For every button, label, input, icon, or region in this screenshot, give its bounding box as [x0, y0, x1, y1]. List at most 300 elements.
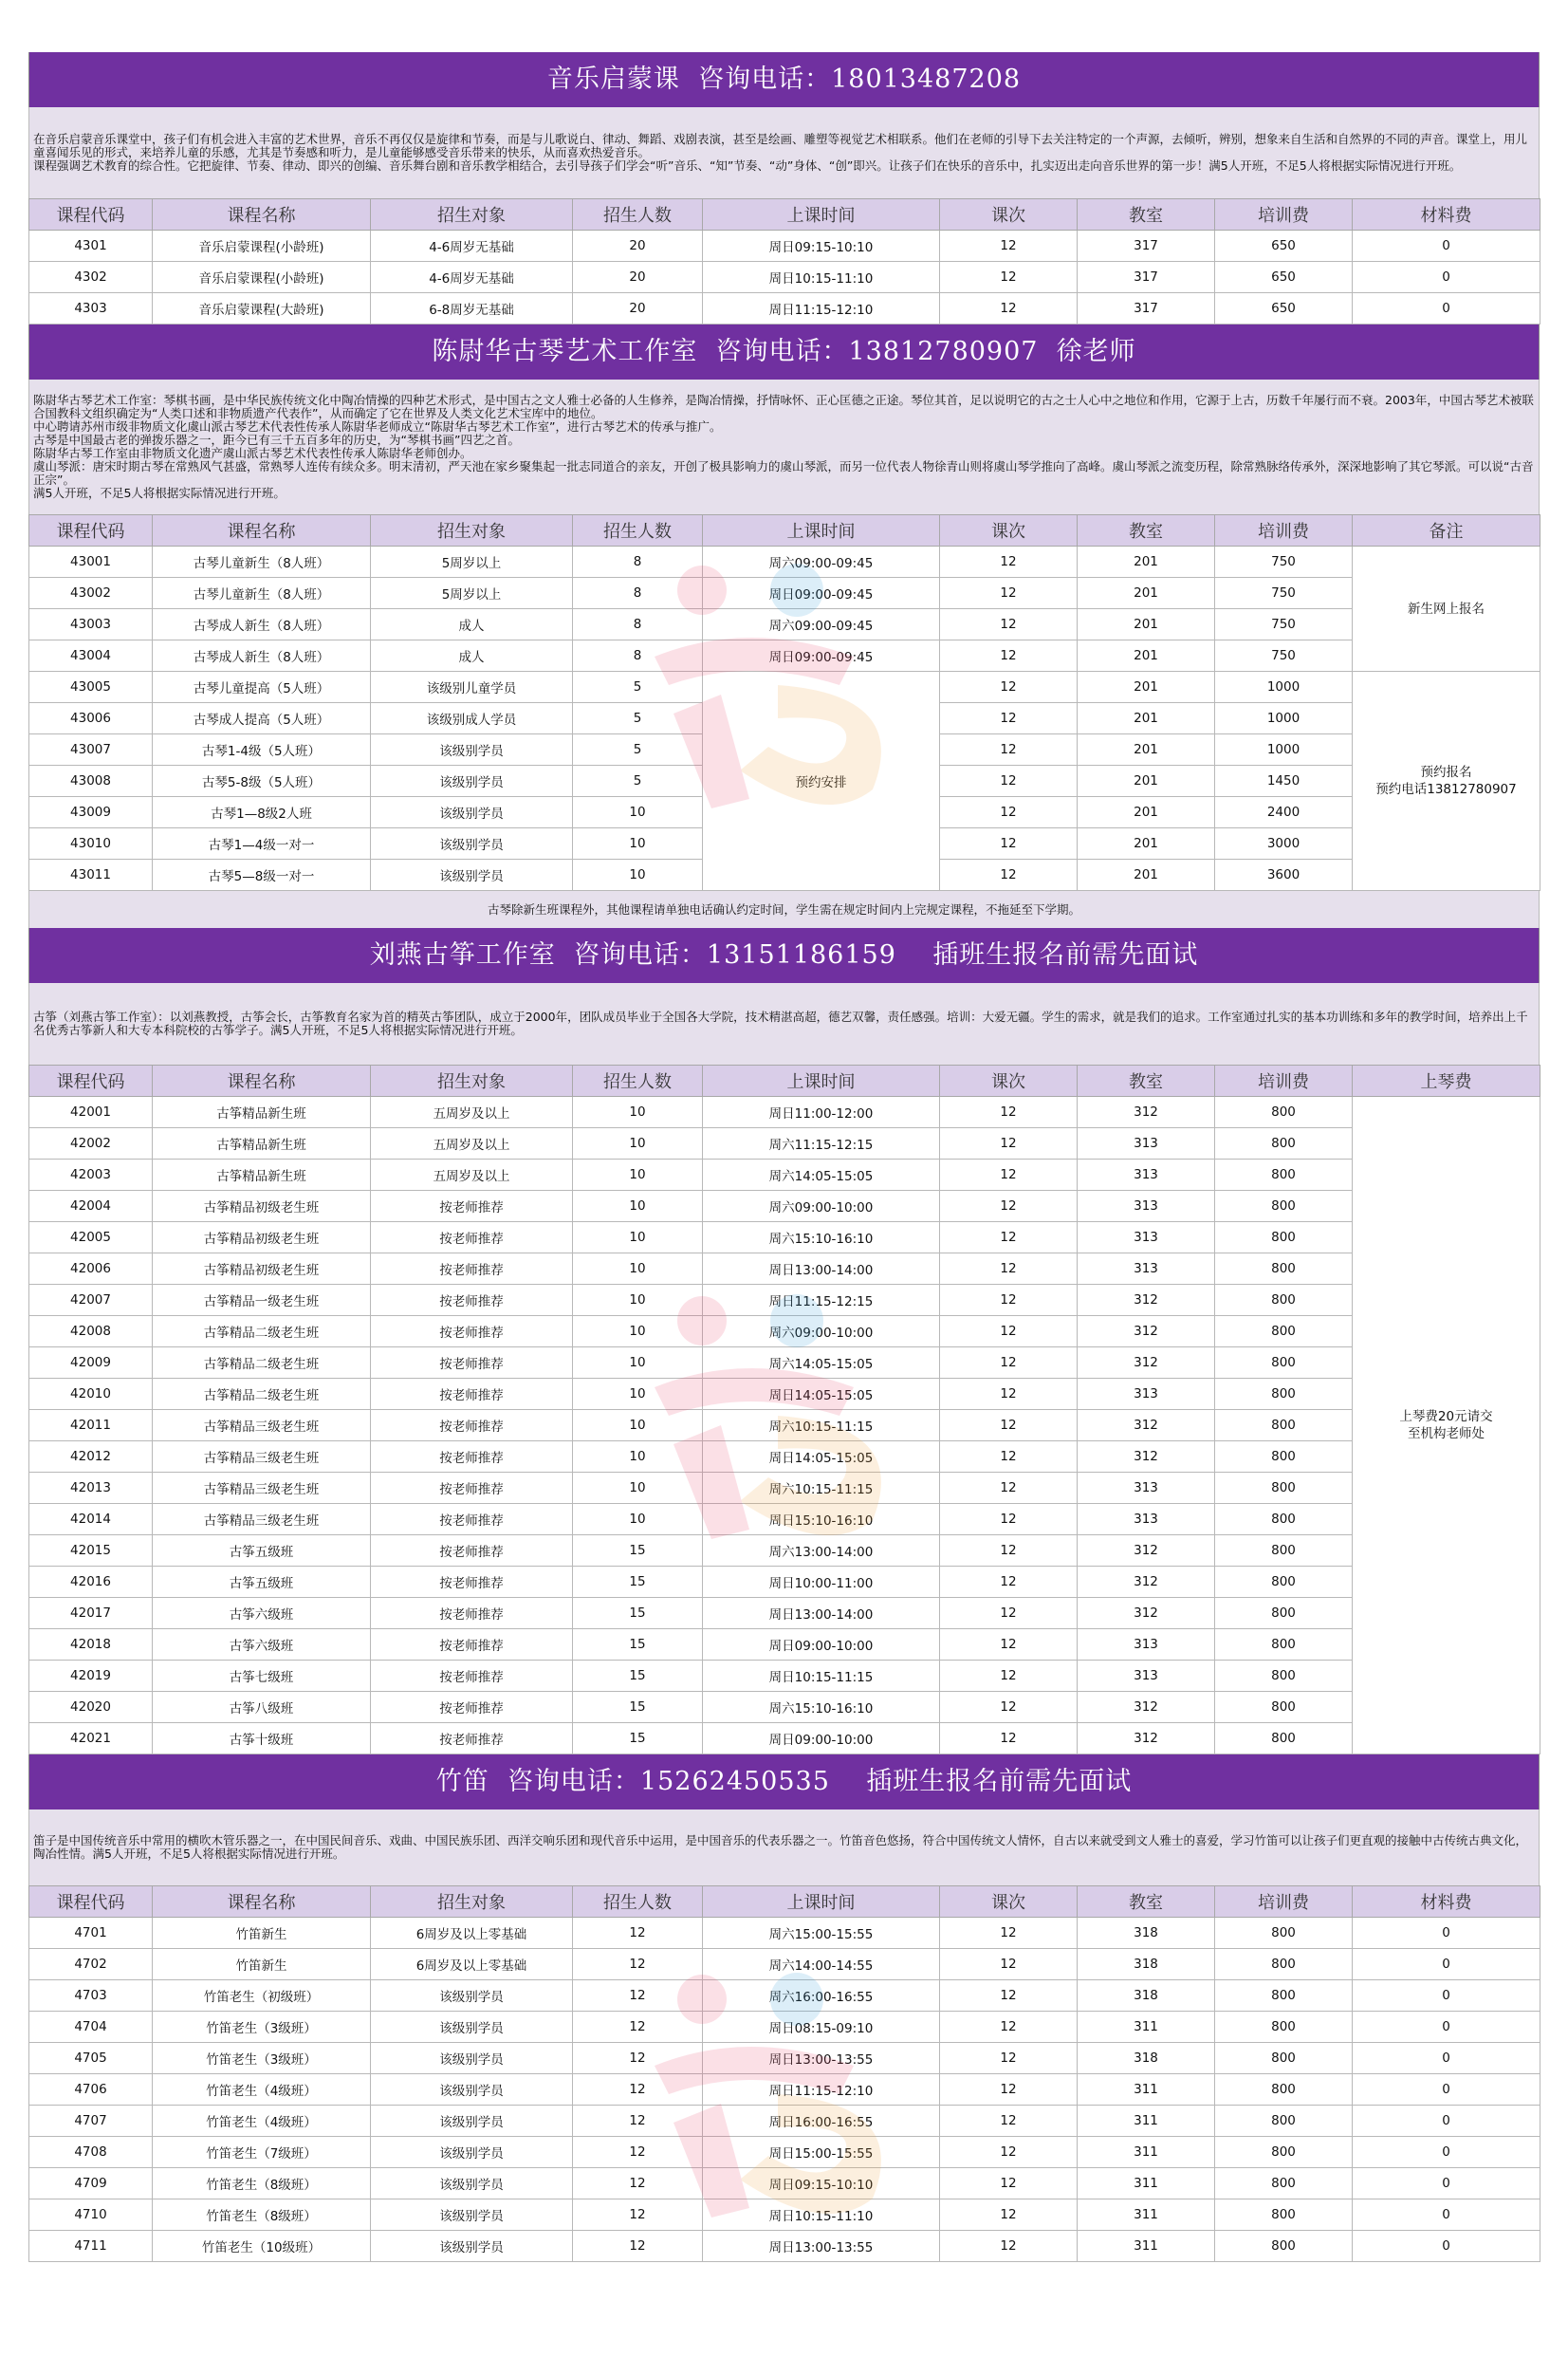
classroom-cell: 311 — [1078, 2074, 1215, 2106]
sessions-cell: 12 — [940, 1567, 1078, 1598]
classroom-cell: 313 — [1078, 1253, 1215, 1285]
target-audience-cell: 按老师推荐 — [371, 1316, 573, 1347]
tuition-fee-cell: 800 — [1215, 2043, 1353, 2074]
class-time-cell: 周日09:15-10:10 — [703, 2168, 940, 2199]
course-code-cell: 4711 — [29, 2231, 153, 2262]
course-code-cell: 42012 — [29, 1441, 153, 1473]
extra-fee-cell: 0 — [1353, 1918, 1540, 1949]
header-fee: 培训费 — [1215, 1066, 1353, 1097]
extra-fee-cell: 0 — [1353, 2106, 1540, 2137]
sessions-cell: 12 — [940, 609, 1078, 640]
sessions-cell: 12 — [940, 2106, 1078, 2137]
sessions-cell: 12 — [940, 734, 1078, 766]
tuition-fee-cell: 800 — [1215, 1222, 1353, 1253]
table-row — [29, 2012, 1540, 2043]
class-time-cell: 周六15:10-16:10 — [703, 1222, 940, 1253]
table-row — [29, 1567, 1540, 1598]
capacity-cell: 12 — [573, 2199, 703, 2231]
extra-fee-cell: 0 — [1353, 231, 1540, 262]
tuition-fee-cell: 800 — [1215, 2199, 1353, 2231]
course-code-cell: 42020 — [29, 1692, 153, 1723]
header-time: 上课时间 — [703, 199, 940, 231]
tuition-fee-cell: 800 — [1215, 2106, 1353, 2137]
capacity-cell: 12 — [573, 2012, 703, 2043]
class-time-cell: 周日11:15-12:10 — [703, 2074, 940, 2106]
course-code-cell: 42002 — [29, 1128, 153, 1160]
extra-fee-cell: 0 — [1353, 2199, 1540, 2231]
sessions-cell: 12 — [940, 1222, 1078, 1253]
header-audience: 招生对象 — [371, 1066, 573, 1097]
tuition-fee-cell: 800 — [1215, 1128, 1353, 1160]
sessions-cell: 12 — [940, 231, 1078, 262]
capacity-cell: 12 — [573, 2043, 703, 2074]
capacity-cell: 10 — [573, 1097, 703, 1128]
target-audience-cell: 该级别学员 — [371, 2199, 573, 2231]
section-intro — [28, 1810, 1540, 1885]
sessions-cell: 12 — [940, 2231, 1078, 2262]
target-audience-cell: 成人 — [371, 640, 573, 672]
table-row — [29, 2231, 1540, 2262]
course-name-cell: 古筝精品二级老生班 — [153, 1347, 371, 1379]
target-audience-cell: 按老师推荐 — [371, 1629, 573, 1661]
capacity-cell: 15 — [573, 1692, 703, 1723]
classroom-cell: 313 — [1078, 1191, 1215, 1222]
tuition-fee-cell: 800 — [1215, 1160, 1353, 1191]
section-intro — [28, 107, 1540, 198]
classroom-cell: 311 — [1078, 2168, 1215, 2199]
course-code-cell: 4705 — [29, 2043, 153, 2074]
remark-booking-phone: 预约电话13812780907 — [1375, 782, 1517, 797]
target-audience-cell: 该级别学员 — [371, 766, 573, 797]
classroom-cell: 313 — [1078, 1128, 1215, 1160]
class-time-cell: 周六09:00-10:00 — [703, 1316, 940, 1347]
course-name-cell: 音乐启蒙课程(小龄班) — [153, 231, 371, 262]
course-name-cell: 古筝精品初级老生班 — [153, 1253, 371, 1285]
target-audience-cell: 6周岁及以上零基础 — [371, 1949, 573, 1980]
sessions-cell: 12 — [940, 703, 1078, 734]
classroom-cell: 312 — [1078, 1598, 1215, 1629]
capacity-cell: 5 — [573, 672, 703, 703]
course-name-cell: 竹笛老生（8级班） — [153, 2199, 371, 2231]
header-room: 教室 — [1078, 1886, 1215, 1918]
course-name-cell: 竹笛新生 — [153, 1949, 371, 1980]
header-room: 教室 — [1078, 515, 1215, 547]
header-audience: 招生对象 — [371, 515, 573, 547]
tuition-fee-cell: 750 — [1215, 578, 1353, 609]
tuition-fee-cell: 750 — [1215, 547, 1353, 578]
course-name-cell: 古筝五级班 — [153, 1567, 371, 1598]
target-audience-cell: 该级别学员 — [371, 1980, 573, 2012]
instrument-fee-line: 上琴费20元请交 — [1399, 1409, 1493, 1424]
course-name-cell: 古琴1—4级一对一 — [153, 828, 371, 860]
classroom-cell: 201 — [1078, 640, 1215, 672]
tuition-fee-cell: 800 — [1215, 1347, 1353, 1379]
header-time: 上课时间 — [703, 515, 940, 547]
sessions-cell: 12 — [940, 2199, 1078, 2231]
capacity-cell: 10 — [573, 1191, 703, 1222]
table-header-row — [29, 199, 1540, 231]
extra-fee-cell: 0 — [1353, 293, 1540, 325]
sessions-cell: 12 — [940, 797, 1078, 828]
course-name-cell: 音乐启蒙课程(大龄班) — [153, 293, 371, 325]
sessions-cell: 12 — [940, 1097, 1078, 1128]
table-row — [29, 547, 1540, 578]
course-name-cell: 竹笛老生（4级班） — [153, 2106, 371, 2137]
intro-paragraph: 陈尉华古琴工作室由非物质文化遗产虞山派古琴艺术代表性传承人陈尉华老师创办。 — [33, 446, 472, 460]
course-code-cell: 43007 — [29, 734, 153, 766]
target-audience-cell: 5周岁以上 — [371, 547, 573, 578]
course-name-cell: 古筝精品一级老生班 — [153, 1285, 371, 1316]
table-row — [29, 2199, 1540, 2231]
header-sessions: 课次 — [940, 1886, 1078, 1918]
course-code-cell: 42006 — [29, 1253, 153, 1285]
course-code-cell: 4302 — [29, 262, 153, 293]
table-row — [29, 1253, 1540, 1285]
capacity-cell: 15 — [573, 1723, 703, 1754]
classroom-cell: 312 — [1078, 1097, 1215, 1128]
target-audience-cell: 按老师推荐 — [371, 1661, 573, 1692]
capacity-cell: 12 — [573, 2074, 703, 2106]
course-name-cell: 竹笛新生 — [153, 1918, 371, 1949]
section-title-guzheng-studio: 刘燕古筝工作室 咨询电话：13151186159 插班生报名前需先面试 — [28, 928, 1540, 983]
target-audience-cell: 该级别学员 — [371, 2231, 573, 2262]
course-name-cell: 竹笛老生（3级班） — [153, 2012, 371, 2043]
sessions-cell: 12 — [940, 1128, 1078, 1160]
sessions-cell: 12 — [940, 2043, 1078, 2074]
sessions-cell: 12 — [940, 828, 1078, 860]
class-time-cell: 周六14:05-15:05 — [703, 1160, 940, 1191]
classroom-cell: 201 — [1078, 672, 1215, 703]
target-audience-cell: 该级别学员 — [371, 2106, 573, 2137]
classroom-cell: 312 — [1078, 1441, 1215, 1473]
course-name-cell: 古筝八级班 — [153, 1692, 371, 1723]
course-code-cell: 42017 — [29, 1598, 153, 1629]
course-name-cell: 古筝精品三级老生班 — [153, 1504, 371, 1535]
classroom-cell: 201 — [1078, 766, 1215, 797]
sessions-cell: 12 — [940, 766, 1078, 797]
capacity-cell: 10 — [573, 828, 703, 860]
sessions-cell: 12 — [940, 1661, 1078, 1692]
course-name-cell: 古琴5—8级一对一 — [153, 860, 371, 891]
course-code-cell: 43009 — [29, 797, 153, 828]
tuition-fee-cell: 1000 — [1215, 734, 1353, 766]
course-code-cell: 43010 — [29, 828, 153, 860]
course-code-cell: 4706 — [29, 2074, 153, 2106]
course-name-cell: 古筝精品三级老生班 — [153, 1473, 371, 1504]
capacity-cell: 8 — [573, 547, 703, 578]
classroom-cell: 311 — [1078, 2137, 1215, 2168]
capacity-cell: 10 — [573, 1347, 703, 1379]
class-time-cell: 周日13:00-13:55 — [703, 2231, 940, 2262]
course-code-cell: 42010 — [29, 1379, 153, 1410]
classroom-cell: 201 — [1078, 547, 1215, 578]
course-code-cell: 4704 — [29, 2012, 153, 2043]
intro-paragraph: 满5人开班，不足5人将根据实际情况进行开班。 — [33, 486, 286, 500]
course-table-guqin — [28, 514, 1540, 891]
table-row — [29, 1316, 1540, 1347]
course-name-cell: 古琴成人新生（8人班） — [153, 640, 371, 672]
capacity-cell: 10 — [573, 1379, 703, 1410]
course-name-cell: 竹笛老生（8级班） — [153, 2168, 371, 2199]
course-code-cell: 42014 — [29, 1504, 153, 1535]
tuition-fee-cell: 800 — [1215, 1316, 1353, 1347]
sessions-cell: 12 — [940, 1980, 1078, 2012]
capacity-cell: 15 — [573, 1535, 703, 1567]
classroom-cell: 201 — [1078, 797, 1215, 828]
table-header-row — [29, 1066, 1540, 1097]
table-row — [29, 1097, 1540, 1128]
target-audience-cell: 该级别学员 — [371, 734, 573, 766]
capacity-cell: 20 — [573, 293, 703, 325]
target-audience-cell: 按老师推荐 — [371, 1410, 573, 1441]
course-code-cell: 43001 — [29, 547, 153, 578]
table-row — [29, 1723, 1540, 1754]
tuition-fee-cell: 800 — [1215, 1191, 1353, 1222]
course-name-cell: 古筝精品二级老生班 — [153, 1316, 371, 1347]
course-code-cell: 42018 — [29, 1629, 153, 1661]
table-row — [29, 1473, 1540, 1504]
header-audience: 招生对象 — [371, 1886, 573, 1918]
extra-fee-cell: 0 — [1353, 2137, 1540, 2168]
target-audience-cell: 该级别学员 — [371, 2168, 573, 2199]
capacity-cell: 15 — [573, 1598, 703, 1629]
class-time-cell: 周日11:00-12:00 — [703, 1097, 940, 1128]
header-capacity: 招生人数 — [573, 199, 703, 231]
sessions-cell: 12 — [940, 640, 1078, 672]
table-row — [29, 672, 1540, 703]
header-fee: 培训费 — [1215, 199, 1353, 231]
sessions-cell: 12 — [940, 547, 1078, 578]
course-code-cell: 4710 — [29, 2199, 153, 2231]
header-fee: 培训费 — [1215, 1886, 1353, 1918]
course-name-cell: 古筝精品二级老生班 — [153, 1379, 371, 1410]
capacity-cell: 10 — [573, 1316, 703, 1347]
intro-paragraph: 在音乐启蒙音乐课堂中，孩子们有机会进入丰富的艺术世界，音乐不再仅仅是旋律和节奏，而是与儿歌说白、律动、舞蹈、戏剧表演，甚至是绘画、雕塑等视觉艺术相联系。他们在老师的引导下去关注特定的一个声源，去倾听，辨别，想象来自生活和自然界的不同的声音。课堂上，用儿童喜闻乐见的形式，来培养儿童的乐感，尤其是节奏感和听力，是儿童能够感受音乐带来的快乐，从而喜欢热爱音乐。 — [33, 132, 1528, 159]
header-capacity: 招生人数 — [573, 515, 703, 547]
capacity-cell: 5 — [573, 766, 703, 797]
sessions-cell: 12 — [940, 2137, 1078, 2168]
classroom-cell: 317 — [1078, 293, 1215, 325]
table-row — [29, 1379, 1540, 1410]
target-audience-cell: 5周岁以上 — [371, 578, 573, 609]
course-code-cell: 43003 — [29, 609, 153, 640]
class-time-cell: 周六09:00-09:45 — [703, 547, 940, 578]
header-sessions: 课次 — [940, 515, 1078, 547]
guqin-footnote: 古琴除新生班课程外，其他课程请单独电话确认约定时间，学生需在规定时间内上完规定课程，不拖延至下学期。 — [28, 891, 1540, 928]
capacity-cell: 12 — [573, 2137, 703, 2168]
header-name: 课程名称 — [153, 1066, 371, 1097]
header-time: 上课时间 — [703, 1886, 940, 1918]
classroom-cell: 201 — [1078, 860, 1215, 891]
class-time-cell: 周日13:00-14:00 — [703, 1253, 940, 1285]
tuition-fee-cell: 800 — [1215, 1535, 1353, 1567]
sessions-cell: 12 — [940, 1918, 1078, 1949]
course-code-cell: 42004 — [29, 1191, 153, 1222]
sessions-cell: 12 — [940, 1535, 1078, 1567]
sessions-cell: 12 — [940, 1410, 1078, 1441]
intro-paragraph: 笛子是中国传统音乐中常用的横吹木管乐器之一，在中国民间音乐、戏曲、中国民族乐团、西洋交响乐团和现代音乐中运用，是中国音乐的代表乐器之一。竹笛音色悠扬，符合中国传统文人情怀，自古以来就受到文人雅士的喜爱，学习竹笛可以让孩子们更直观的接触中古传统古典文化，陶冶性情。满5人开班，不足5人将根据实际情况进行开班。 — [33, 1833, 1528, 1861]
classroom-cell: 311 — [1078, 2231, 1215, 2262]
course-table-bamboo-flute — [28, 1885, 1540, 2262]
sessions-cell: 12 — [940, 1347, 1078, 1379]
capacity-cell: 10 — [573, 1504, 703, 1535]
class-time-cell: 周日11:15-12:15 — [703, 1285, 940, 1316]
header-code: 课程代码 — [29, 1066, 153, 1097]
class-time-cell: 周六09:00-10:00 — [703, 1191, 940, 1222]
class-time-merged-cell: 预约安排 — [703, 672, 940, 891]
classroom-cell: 318 — [1078, 1980, 1215, 2012]
table-row — [29, 1441, 1540, 1473]
capacity-cell: 10 — [573, 797, 703, 828]
class-time-cell: 周日10:15-11:10 — [703, 2199, 940, 2231]
course-code-cell: 43011 — [29, 860, 153, 891]
capacity-cell: 12 — [573, 1918, 703, 1949]
tuition-fee-cell: 800 — [1215, 1253, 1353, 1285]
tuition-fee-cell: 3000 — [1215, 828, 1353, 860]
target-audience-cell: 该级别学员 — [371, 2137, 573, 2168]
tuition-fee-cell: 800 — [1215, 1285, 1353, 1316]
table-header-row — [29, 515, 1540, 547]
table-row — [29, 1692, 1540, 1723]
tuition-fee-cell: 800 — [1215, 1661, 1353, 1692]
target-audience-cell: 6-8周岁无基础 — [371, 293, 573, 325]
course-name-cell: 古筝精品初级老生班 — [153, 1222, 371, 1253]
class-time-cell: 周日14:05-15:05 — [703, 1379, 940, 1410]
capacity-cell: 8 — [573, 578, 703, 609]
course-name-cell: 古筝五级班 — [153, 1535, 371, 1567]
classroom-cell: 312 — [1078, 1692, 1215, 1723]
course-name-cell: 古琴1—8级2人班 — [153, 797, 371, 828]
table-row — [29, 1347, 1540, 1379]
course-code-cell: 42005 — [29, 1222, 153, 1253]
class-time-cell: 周日16:00-16:55 — [703, 2106, 940, 2137]
target-audience-cell: 按老师推荐 — [371, 1347, 573, 1379]
course-code-cell: 42007 — [29, 1285, 153, 1316]
tuition-fee-cell: 650 — [1215, 293, 1353, 325]
classroom-cell: 317 — [1078, 262, 1215, 293]
classroom-cell: 312 — [1078, 1285, 1215, 1316]
sessions-cell: 12 — [940, 1379, 1078, 1410]
tuition-fee-cell: 800 — [1215, 1598, 1353, 1629]
class-time-cell: 周日10:15-11:15 — [703, 1661, 940, 1692]
target-audience-cell: 按老师推荐 — [371, 1253, 573, 1285]
capacity-cell: 10 — [573, 1222, 703, 1253]
course-code-cell: 4303 — [29, 293, 153, 325]
class-time-cell: 周六11:15-12:15 — [703, 1128, 940, 1160]
classroom-cell: 313 — [1078, 1160, 1215, 1191]
course-code-cell: 42013 — [29, 1473, 153, 1504]
course-code-cell: 42001 — [29, 1097, 153, 1128]
course-name-cell: 古筝六级班 — [153, 1598, 371, 1629]
target-audience-cell: 按老师推荐 — [371, 1222, 573, 1253]
target-audience-cell: 按老师推荐 — [371, 1692, 573, 1723]
table-row — [29, 1949, 1540, 1980]
sessions-cell: 12 — [940, 1598, 1078, 1629]
classroom-cell: 313 — [1078, 1379, 1215, 1410]
tuition-fee-cell: 800 — [1215, 1980, 1353, 2012]
table-row — [29, 2074, 1540, 2106]
course-name-cell: 古琴儿童新生（8人班） — [153, 547, 371, 578]
target-audience-cell: 按老师推荐 — [371, 1379, 573, 1410]
class-time-cell: 周日13:00-13:55 — [703, 2043, 940, 2074]
table-header-row — [29, 1886, 1540, 1918]
classroom-cell: 313 — [1078, 1473, 1215, 1504]
classroom-cell: 312 — [1078, 1410, 1215, 1441]
target-audience-cell: 该级别学员 — [371, 860, 573, 891]
classroom-cell: 313 — [1078, 1661, 1215, 1692]
capacity-cell: 10 — [573, 1128, 703, 1160]
classroom-cell: 318 — [1078, 2043, 1215, 2074]
capacity-cell: 5 — [573, 734, 703, 766]
sessions-cell: 12 — [940, 860, 1078, 891]
course-code-cell: 43005 — [29, 672, 153, 703]
header-name: 课程名称 — [153, 199, 371, 231]
classroom-cell: 318 — [1078, 1949, 1215, 1980]
sessions-cell: 12 — [940, 1723, 1078, 1754]
table-row — [29, 2043, 1540, 2074]
class-time-cell: 周六15:00-15:55 — [703, 1918, 940, 1949]
capacity-cell: 10 — [573, 1473, 703, 1504]
sessions-cell: 12 — [940, 1692, 1078, 1723]
header-remarks: 备注 — [1353, 515, 1540, 547]
classroom-cell: 201 — [1078, 703, 1215, 734]
tuition-fee-cell: 800 — [1215, 1692, 1353, 1723]
class-time-cell: 周日09:00-10:00 — [703, 1723, 940, 1754]
course-name-cell: 古筝精品新生班 — [153, 1160, 371, 1191]
target-audience-cell: 按老师推荐 — [371, 1535, 573, 1567]
tuition-fee-cell: 800 — [1215, 1918, 1353, 1949]
table-row — [29, 1504, 1540, 1535]
table-row — [29, 231, 1540, 262]
tuition-fee-cell: 800 — [1215, 2074, 1353, 2106]
capacity-cell: 20 — [573, 231, 703, 262]
extra-fee-cell: 0 — [1353, 1980, 1540, 2012]
course-name-cell: 竹笛老生（10级班） — [153, 2231, 371, 2262]
class-time-cell: 周六13:00-14:00 — [703, 1535, 940, 1567]
course-code-cell: 42016 — [29, 1567, 153, 1598]
intro-paragraph: 虞山琴派：唐宋时期古琴在常熟风气甚盛，常熟琴人连传有续众多。明末清初，严天池在家乡聚集起一批志同道合的亲友，开创了极具影响力的虞山琴派，而另一位代表人物徐青山则将虞山琴学推向了高峰。虞山琴派之流变历程，除常熟脉络传承外，深深地影响了其它琴派。可以说“古音正宗”。 — [33, 459, 1534, 487]
extra-fee-cell: 0 — [1353, 262, 1540, 293]
tuition-fee-cell: 800 — [1215, 2231, 1353, 2262]
sessions-cell: 12 — [940, 1949, 1078, 1980]
course-name-cell: 古筝七级班 — [153, 1661, 371, 1692]
class-time-cell: 周日10:15-11:10 — [703, 262, 940, 293]
target-audience-cell: 该级别成人学员 — [371, 703, 573, 734]
course-code-cell: 42021 — [29, 1723, 153, 1754]
header-capacity: 招生人数 — [573, 1886, 703, 1918]
sessions-cell: 12 — [940, 2168, 1078, 2199]
target-audience-cell: 该级别学员 — [371, 2043, 573, 2074]
course-code-cell: 43006 — [29, 703, 153, 734]
class-time-cell: 周日09:00-09:45 — [703, 578, 940, 609]
section-title-music-enlightenment: 音乐启蒙课 咨询电话：18013487208 — [28, 52, 1540, 107]
table-row — [29, 1128, 1540, 1160]
capacity-cell: 10 — [573, 1253, 703, 1285]
capacity-cell: 12 — [573, 2106, 703, 2137]
table-row — [29, 1980, 1540, 2012]
target-audience-cell: 按老师推荐 — [371, 1504, 573, 1535]
tuition-fee-cell: 1000 — [1215, 703, 1353, 734]
classroom-cell: 201 — [1078, 828, 1215, 860]
course-table-music-enlightenment — [28, 198, 1540, 325]
tuition-fee-cell: 800 — [1215, 1379, 1353, 1410]
course-code-cell: 43002 — [29, 578, 153, 609]
table-row — [29, 1191, 1540, 1222]
section-intro — [28, 380, 1540, 514]
capacity-cell: 10 — [573, 860, 703, 891]
header-audience: 招生对象 — [371, 199, 573, 231]
course-name-cell: 古琴儿童提高（5人班） — [153, 672, 371, 703]
